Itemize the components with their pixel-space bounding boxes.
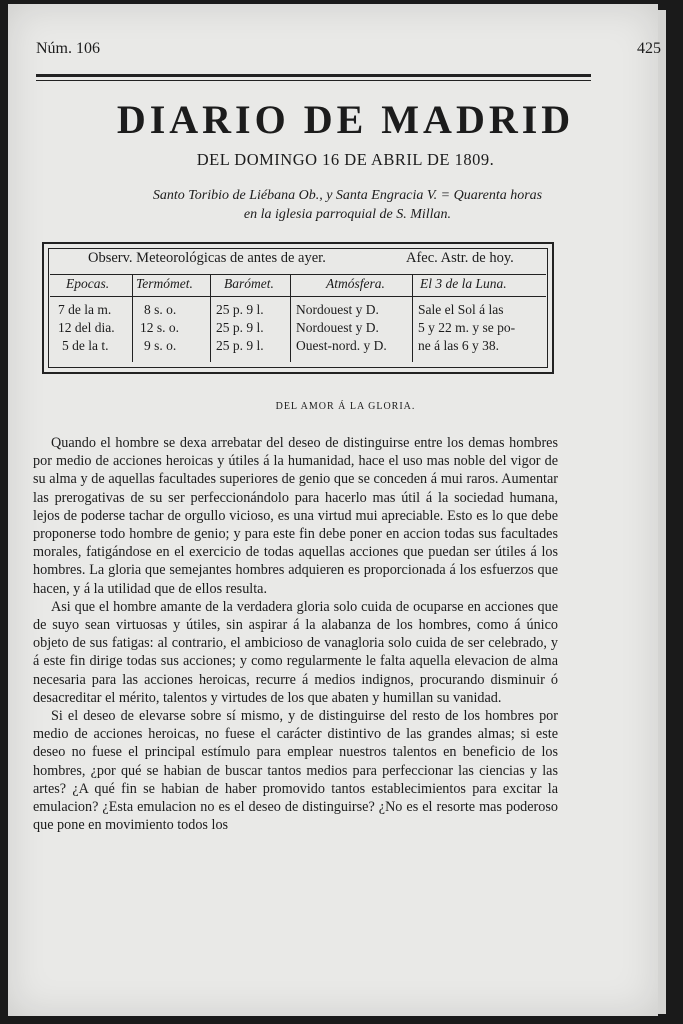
weather-rule-header bbox=[50, 296, 546, 297]
weather-col-divider bbox=[210, 274, 211, 362]
col-head-barometro: Barómet. bbox=[224, 276, 274, 291]
masthead-title: DIARIO DE MADRID bbox=[116, 97, 575, 142]
col-head-atmosfera: Atmósfera. bbox=[326, 276, 385, 291]
header-rule bbox=[36, 74, 591, 81]
astro-line-1: Sale el Sol á las bbox=[418, 302, 504, 317]
row-1-baro: 25 p. 9 l. bbox=[216, 302, 264, 317]
saints-line-2: en la iglesia parroquial de S. Millan. bbox=[243, 207, 452, 222]
dateline: DEL DOMINGO 16 DE ABRIL DE 1809. bbox=[196, 150, 495, 169]
article-paragraph: Quando el hombre se dexa arrebatar del deseo de distinguirse entre los demas hombres por medio de acciones heroicas y útiles á la humanidad, hace el uso mas noble del vigor de su alma y de aquellas facultades superiores de genio que se conceden á mui raros. Aumentar las prerogativas de su ser perfeccionándolo para hacerlo mas útil á la sociedad humana, lejos de poderse tachar de orgullo vicioso, es una virtud mui apreciable. Esto es lo que debe proponerse todo hombre de genio; y para este fin debe poner en accion todas sus facultades morales, fatigándose en el exercicio de todas aquellas acciones que puedan ser útiles á los hombres. La gloria que semejantes hombres adquieren es proporcionada á los esfuerzos que hacen, y á la utilidad que de ellos resulta. bbox=[33, 435, 558, 597]
row-2-epoca: 12 del dia. bbox=[58, 320, 115, 335]
page-header bbox=[36, 40, 661, 62]
row-1-termo: 8 s. o. bbox=[144, 302, 177, 317]
page-number: 425 bbox=[637, 40, 661, 57]
row-2-atmos: Nordouest y D. bbox=[296, 320, 379, 335]
weather-table bbox=[42, 242, 554, 374]
astro-line-2: 5 y 22 m. y se po- bbox=[418, 320, 516, 335]
row-3-epoca: 5 de la t. bbox=[62, 338, 109, 353]
weather-rule-top bbox=[50, 274, 546, 275]
weather-col-divider bbox=[412, 274, 413, 362]
row-3-baro: 25 p. 9 l. bbox=[216, 338, 264, 353]
col-head-epocas: Epocas. bbox=[66, 276, 110, 291]
row-1-epoca: 7 de la m. bbox=[58, 302, 112, 317]
col-head-termometro: Termómet. bbox=[136, 276, 193, 291]
astro-line-3: ne á las 6 y 38. bbox=[418, 338, 499, 353]
article-title: DEL AMOR Á LA GLORIA. bbox=[275, 401, 416, 412]
weather-col-divider bbox=[290, 274, 291, 362]
astro-title: Afec. Astr. de hoy. bbox=[406, 250, 514, 266]
row-3-termo: 9 s. o. bbox=[144, 338, 177, 353]
col-head-luna: El 3 de la Luna. bbox=[420, 276, 507, 291]
saints-of-day bbox=[40, 186, 655, 224]
row-3-atmos: Ouest-nord. y D. bbox=[296, 338, 387, 353]
row-2-termo: 12 s. o. bbox=[140, 320, 180, 335]
issue-number: Núm. 106 bbox=[36, 40, 100, 57]
saints-line-1: Santo Toribio de Liébana Ob., y Santa Engracia V. = Quarenta horas bbox=[152, 188, 543, 203]
article-paragraph: Asi que el hombre amante de la verdadera gloria solo cuida de ocuparse en acciones que de suyo sean virtuosas y útiles, sin aspirar á la alabanza de los hombres, como á único objeto de sus fatigas: al contrario, el ambicioso de vanagloria solo cuida de ser celebrado, y á este fin dirige todas sus acciones; y como regularmente le falta aquella elevacion de alma necesaria para las acciones heroicas, recurre á medios indignos, procurando disminuir ó desacreditar el mérito, talentos y virtudes de los que abaten y humillan su vanidad. bbox=[33, 598, 558, 706]
weather-col-divider bbox=[132, 274, 133, 362]
row-2-baro: 25 p. 9 l. bbox=[216, 320, 264, 335]
article-paragraph: Si el deseo de elevarse sobre sí mismo, y de distinguirse del resto de los hombres por medio de acciones heroicas, no fuese el carácter distintivo de las grandes almas; si este deseo no fuese el principal estímulo para emplear nuestros talentos en beneficio de los hombres, ¿por qué se habian de buscar tantos medios para perfeccionar las ciencias y las artes? ¿A qué fin se habian de haber promovido tantos establecimientos para excitar la emulacion? ¿Esta emulacion no es el deseo de distinguirse? ¿No es el resorte mas poderoso que pone en movimiento todos los bbox=[33, 708, 558, 834]
row-1-atmos: Nordouest y D. bbox=[296, 302, 379, 317]
article-body bbox=[33, 434, 558, 834]
weather-title: Observ. Meteorológicas de antes de ayer. bbox=[88, 250, 326, 266]
